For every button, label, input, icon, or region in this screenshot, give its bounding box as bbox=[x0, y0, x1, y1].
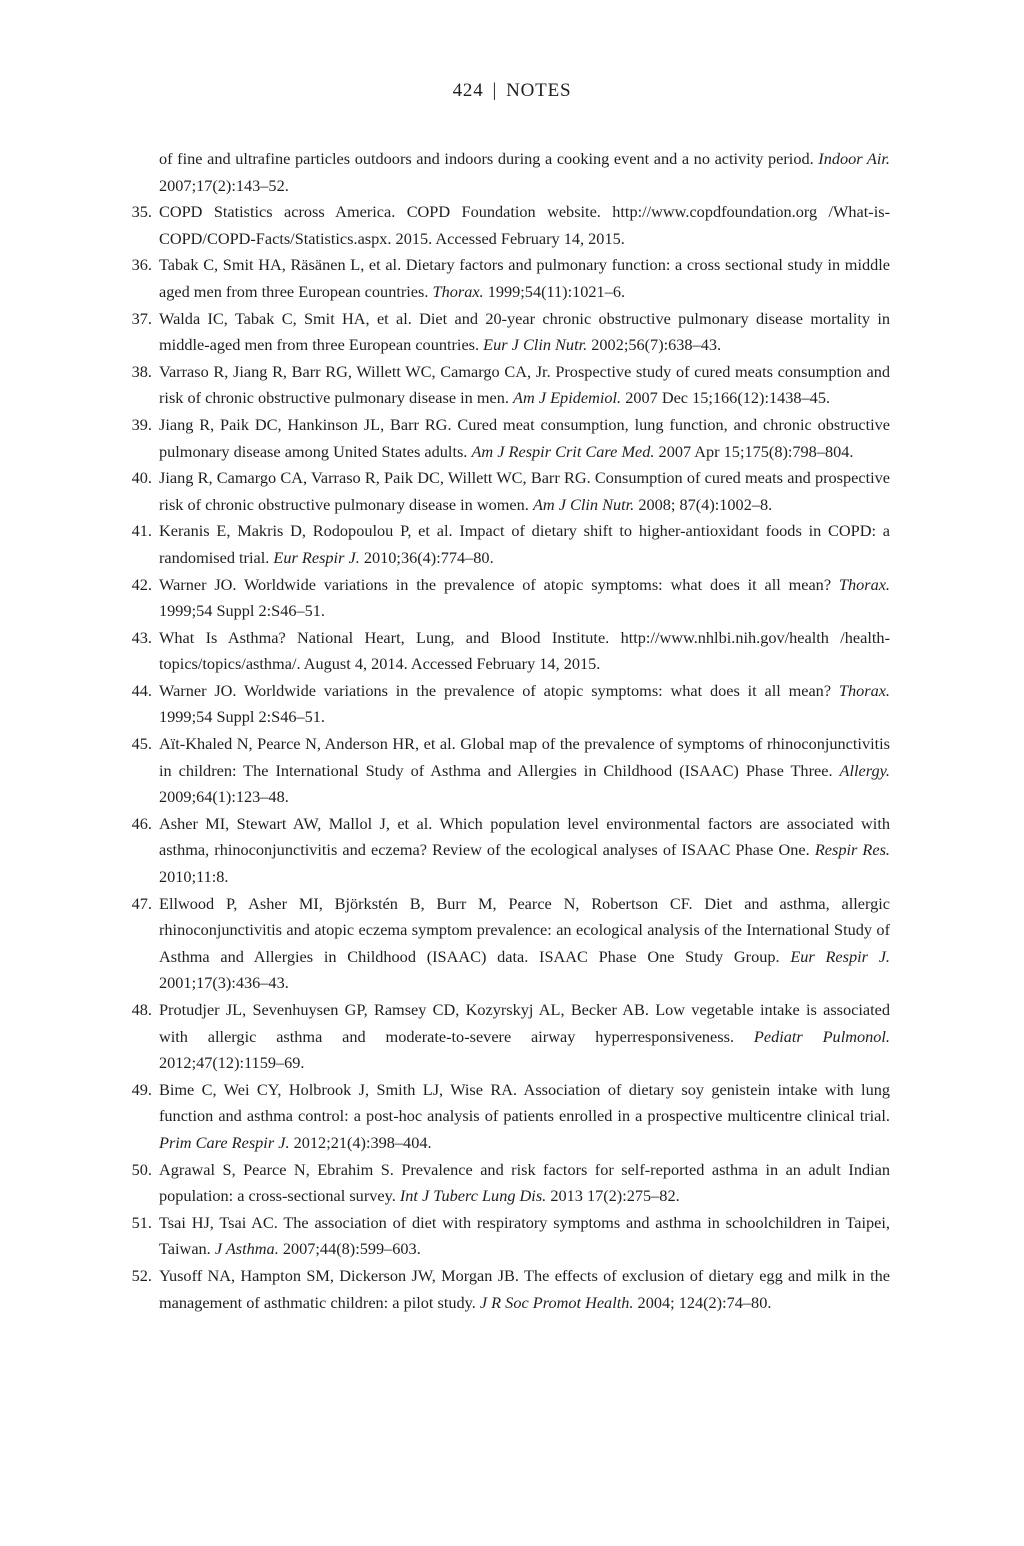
journal-name: Int J Tuberc Lung Dis. bbox=[399, 1186, 547, 1206]
citation-details: 2007 Dec 15;166(12):1438–45. bbox=[625, 388, 831, 408]
note-number: 41. bbox=[131, 521, 152, 541]
note-entry-45 bbox=[114, 731, 890, 811]
note-entry-36 bbox=[114, 252, 890, 305]
note-entry-50 bbox=[114, 1157, 890, 1210]
note-entry-43 bbox=[114, 625, 890, 678]
note-entry-44 bbox=[114, 678, 890, 731]
citation-details: 2012;21(4):398–404. bbox=[293, 1132, 432, 1152]
note-entry-41 bbox=[114, 518, 890, 571]
note-entry-47 bbox=[114, 891, 890, 997]
note-text: Ellwood P, Asher MI, Björkstén B, Burr M, Pearce N, Robertson CF. Diet and asthma, allergic rhinoconjunctivitis and atopic eczema symptom prevalence: an ecological analysis of the International Study of Asthma and Allergies in Childhood (ISAAC) data. ISAAC Phase One Study Group. bbox=[159, 893, 890, 966]
note-number: 39. bbox=[131, 414, 152, 434]
note-number: 45. bbox=[131, 734, 152, 754]
journal-name: Respir Res. bbox=[814, 840, 890, 860]
note-entry-39 bbox=[114, 412, 890, 465]
note-entry-52 bbox=[114, 1263, 890, 1316]
note-text: Warner JO. Worldwide variations in the prevalence of atopic symptoms: what does it all mean? bbox=[159, 680, 832, 700]
journal-name: Thorax. bbox=[432, 281, 484, 301]
note-number: 35. bbox=[131, 202, 152, 222]
note-entry-37 bbox=[114, 306, 890, 359]
note-number: 50. bbox=[131, 1159, 152, 1179]
journal-name: Eur Respir J. bbox=[273, 547, 360, 567]
note-number: 51. bbox=[131, 1212, 152, 1232]
note-entry-49 bbox=[114, 1077, 890, 1157]
page-header bbox=[0, 78, 1024, 104]
note-text: Jiang R, Paik DC, Hankinson JL, Barr RG. Cured meat consumption, lung function, and chronic obstructive pulmonary disease among United States adults. bbox=[159, 414, 890, 461]
note-entry-48 bbox=[114, 997, 890, 1077]
note-number: 49. bbox=[131, 1079, 152, 1099]
note-number: 46. bbox=[131, 813, 152, 833]
note-text: Asher MI, Stewart AW, Mallol J, et al. Which population level environmental factors are associated with asthma, rhinoconjunctivitis and eczema? Review of the ecological analyses of ISAAC Phase One. bbox=[159, 813, 890, 860]
note-number: 43. bbox=[131, 627, 152, 647]
note-entry-continued bbox=[114, 146, 890, 199]
page-number: 424 bbox=[452, 80, 484, 101]
citation-details: 2007;44(8):599–603. bbox=[282, 1239, 421, 1259]
note-text: COPD Statistics across America. COPD Foundation website. http://www.copdfoundation.org /What-is-COPD/COPD-Facts/Statistics.aspx. 2015. Accessed February 14, 2015. bbox=[159, 202, 890, 248]
journal-name: Eur Respir J. bbox=[790, 946, 890, 966]
citation-details: 2009;64(1):123–48. bbox=[159, 787, 289, 807]
citation-details: 2002;56(7):638–43. bbox=[591, 335, 722, 355]
note-text: Protudjer JL, Sevenhuysen GP, Ramsey CD, Kozyrskyj AL, Becker AB. Low vegetable intake is associated with allergic asthma and moderate-to-severe airway hyperresponsiveness. bbox=[159, 1000, 890, 1046]
note-number: 47. bbox=[131, 893, 152, 913]
note-entry-38 bbox=[114, 359, 890, 412]
note-entry-35 bbox=[114, 199, 890, 252]
note-text: Bime C, Wei CY, Holbrook J, Smith LJ, Wise RA. Association of dietary soy genistein intake with lung function and asthma control: a post-hoc analysis of patients enrolled in a prospective multicentre clinical trial. bbox=[159, 1079, 890, 1126]
citation-details: 2004; 124(2):74–80. bbox=[637, 1292, 772, 1312]
note-text: Walda IC, Tabak C, Smit HA, et al. Diet and 20-year chronic obstructive pulmonary disease mortality in middle-aged men from three European countries. bbox=[159, 308, 890, 355]
journal-name: Thorax. bbox=[838, 680, 891, 700]
section-title: NOTES bbox=[506, 80, 572, 101]
note-text: Jiang R, Camargo CA, Varraso R, Paik DC, Willett WC, Barr RG. Consumption of cured meats and prospective risk of chronic obstructive pulmonary disease in women. bbox=[159, 468, 890, 514]
note-number: 38. bbox=[131, 361, 152, 381]
journal-name: Prim Care Respir J. bbox=[159, 1132, 290, 1152]
note-text: Keranis E, Makris D, Rodopoulou P, et al. Impact of dietary shift to higher-antioxidant foods in COPD: a randomised trial. bbox=[159, 521, 890, 567]
note-text: What Is Asthma? National Heart, Lung, and Blood Institute. http://www.nhlbi.nih.gov/health /health-topics/topics/asthma/. August 4, 2014. Accessed February 14, 2015. bbox=[159, 627, 890, 674]
note-text: of fine and ultrafine particles outdoors and indoors during a cooking event and a no activity period. bbox=[159, 149, 814, 168]
note-text: Agrawal S, Pearce N, Ebrahim S. Prevalence and risk factors for self-reported asthma in an adult Indian population: a cross-sectional survey. bbox=[159, 1159, 890, 1206]
citation-details: 1999;54(11):1021–6. bbox=[487, 281, 626, 301]
citation-details: 1999;54 Suppl 2:S46–51. bbox=[159, 707, 326, 727]
journal-name: Thorax. bbox=[838, 574, 891, 594]
citation-details: 2013 17(2):275–82. bbox=[550, 1186, 680, 1206]
note-entry-46 bbox=[114, 811, 890, 891]
note-text: Warner JO. Worldwide variations in the prevalence of atopic symptoms: what does it all mean? bbox=[159, 574, 832, 594]
citation-details: 2012;47(12):1159–69. bbox=[159, 1053, 305, 1073]
note-number: 52. bbox=[131, 1265, 152, 1285]
note-entry-51 bbox=[114, 1210, 890, 1263]
journal-name: Am J Respir Crit Care Med. bbox=[471, 441, 655, 461]
note-text: Yusoff NA, Hampton SM, Dickerson JW, Morgan JB. The effects of exclusion of dietary egg and milk in the management of asthmatic children: a pilot study. bbox=[159, 1265, 890, 1312]
citation-details: 2010;36(4):774–80. bbox=[363, 547, 494, 567]
journal-name: J R Soc Promot Health. bbox=[479, 1292, 634, 1312]
citation-details: 2001;17(3):436–43. bbox=[159, 973, 289, 993]
note-entry-42 bbox=[114, 572, 890, 625]
journal-name: Am J Epidemiol. bbox=[513, 388, 622, 408]
note-entry-40 bbox=[114, 465, 890, 518]
header-separator: | bbox=[492, 80, 498, 101]
note-number: 36. bbox=[131, 255, 152, 275]
note-number: 48. bbox=[131, 1000, 152, 1019]
note-number: 44. bbox=[131, 680, 152, 700]
notes-list bbox=[114, 146, 890, 1316]
note-text: Varraso R, Jiang R, Barr RG, Willett WC, Camargo CA, Jr. Prospective study of cured meats consumption and risk of chronic obstructive pulmonary disease in men. bbox=[159, 361, 890, 408]
note-number: 42. bbox=[131, 574, 152, 594]
citation-details: 2007;17(2):143–52. bbox=[159, 175, 289, 195]
note-number: 40. bbox=[131, 468, 152, 488]
note-text: Tabak C, Smit HA, Räsänen L, et al. Dietary factors and pulmonary function: a cross sectional study in middle aged men from three European countries. bbox=[159, 255, 890, 301]
citation-details: 2007 Apr 15;175(8):798–804. bbox=[658, 441, 854, 461]
citation-details: 1999;54 Suppl 2:S46–51. bbox=[159, 601, 326, 621]
note-text: Tsai HJ, Tsai AC. The association of diet with respiratory symptoms and asthma in schoolchildren in Taipei, Taiwan. bbox=[159, 1212, 890, 1259]
note-number: 37. bbox=[131, 308, 152, 328]
journal-name: Pediatr Pulmonol. bbox=[753, 1026, 890, 1046]
citation-details: 2008; 87(4):1002–8. bbox=[638, 494, 773, 514]
journal-name: Eur J Clin Nutr. bbox=[483, 335, 588, 355]
journal-name: J Asthma. bbox=[214, 1239, 279, 1259]
journal-name: Am J Clin Nutr. bbox=[532, 494, 635, 514]
note-text: Aït-Khaled N, Pearce N, Anderson HR, et al. Global map of the prevalence of symptoms of rhinoconjunctivitis in children: The International Study of Asthma and Allergies in Childhood (ISAAC) Phase Three. bbox=[159, 734, 890, 780]
citation-details: 2010;11:8. bbox=[159, 867, 229, 887]
journal-name: Indoor Air. bbox=[818, 149, 890, 168]
journal-name: Allergy. bbox=[839, 760, 891, 780]
